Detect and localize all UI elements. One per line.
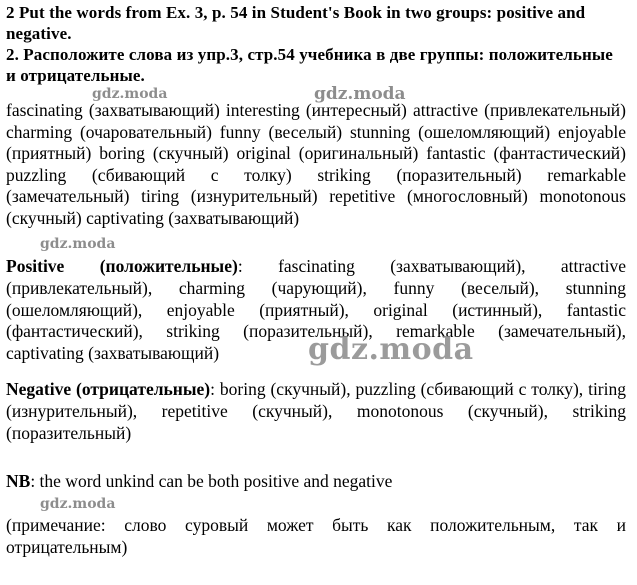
watermark-small-3: gdz.moda: [40, 236, 116, 252]
note-paragraph: (примечание: слово суровый может быть как положительным, так и отрицательным): [6, 515, 626, 557]
nb-text: : the word unkind can be both positive and negative: [30, 471, 393, 492]
word-list-paragraph: fascinating (захватывающий) interesting (интересный) attractive (привлекательный) charming (очаровательный) funny (веселый) stunning (ошеломляющий) enjoyable (приятный) boring (скучный) original (оригинальный) fantastic (фантастический) puzzling (сбивающий с толку) striking (поразительный) remarkable (замечательный) tiring (изнурительный) repetitive (многословный) monotonous (скучный) captivating (захватывающий): [6, 100, 626, 228]
watermark-small-1: gdz.moda: [92, 86, 168, 102]
negative-words-text: : boring (скучный), puzzling (сбивающий с толку), tiring (изнурительный), repetitive (скучный), monotonous (скучный), striking (поразительный): [6, 378, 626, 443]
positive-words-text: : fascinating (захватывающий), attractive (привлекательный), charming (чарующий), funny (веселый), stunning (ошеломляющий), enjoyable (приятный), original (истинный), fantastic (фантастический), striking (поразительный), remarkable (замечательный), captivating (захватывающий): [6, 256, 627, 364]
negative-words-paragraph: [6, 379, 626, 444]
watermark-large: gdz.moda: [308, 332, 474, 367]
document-page: [6, 0, 626, 559]
nb-label: NB: [6, 471, 31, 492]
watermark-small-2: gdz.moda: [314, 84, 406, 104]
task-title-english: 2 Put the words from Ex. 3, p. 54 in Student's Book in two groups: positive and negative.: [6, 3, 586, 43]
positive-words-paragraph: [6, 256, 626, 365]
task-title-russian: 2. Расположите слова из упр.3, стр.54 учебника в две группы: положительные и отрицательные.: [6, 45, 613, 85]
negative-label: Negative (отрицательные): [6, 378, 211, 399]
nb-paragraph: [6, 471, 626, 493]
watermark-small-4: gdz.moda: [40, 496, 116, 512]
positive-label: Positive (положительные): [6, 256, 238, 276]
